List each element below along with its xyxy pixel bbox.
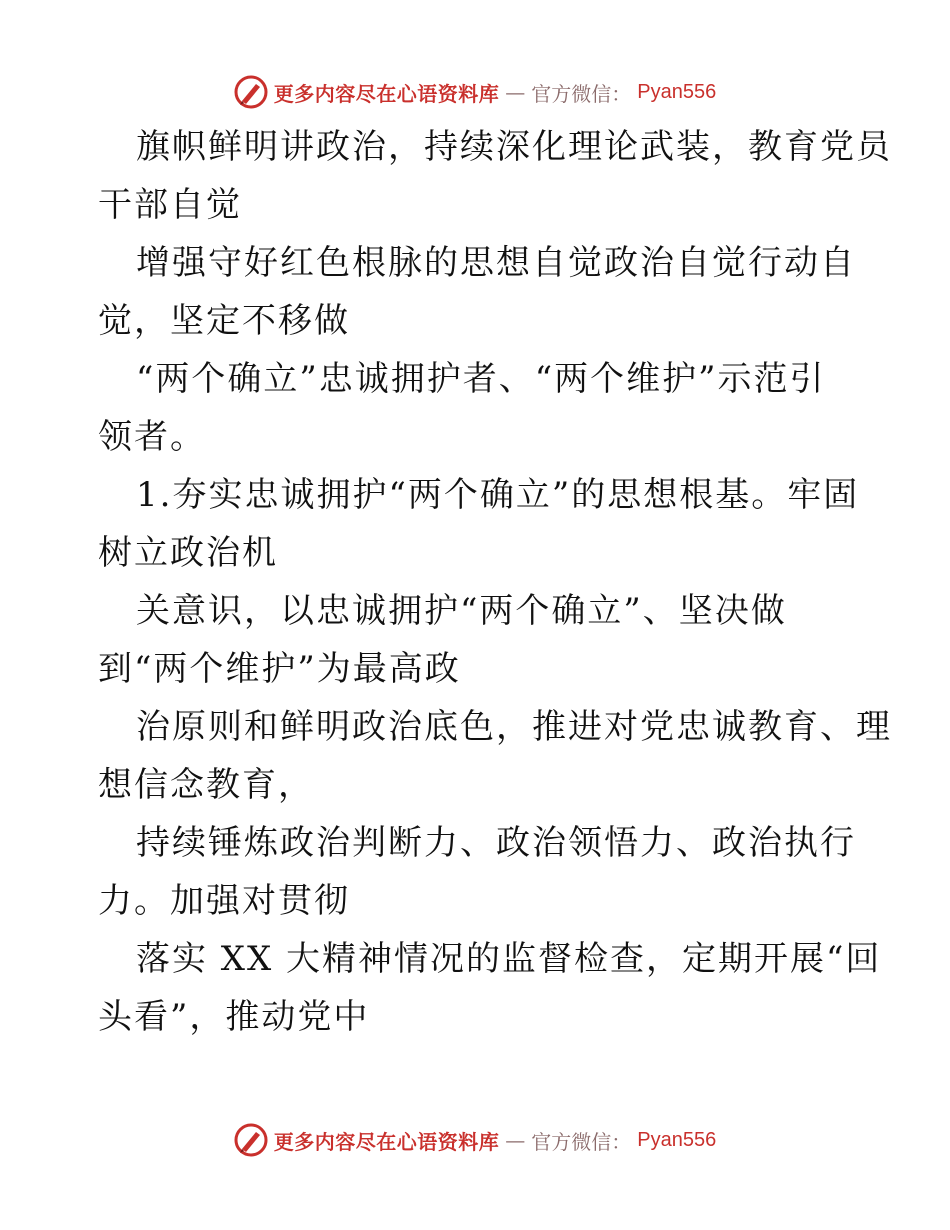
footer-wechat-label: 官方微信：	[531, 1129, 632, 1154]
text-line: 持续锤炼政治判断力、政治领悟力、政治执行	[136, 823, 856, 863]
text-line: 治原则和鲜明政治底色，推进对党忠诚教育、理	[136, 707, 892, 747]
pen-logo-icon	[234, 75, 268, 109]
text-line: 到“两个维护”为最高政	[98, 649, 461, 689]
header-separator: —	[505, 80, 526, 104]
text-line: 1.夯实忠诚拥护“两个确立”的思想根基。牢固	[136, 475, 860, 515]
text-line: 干部自觉	[98, 185, 242, 225]
header-wechat-id: Pyan556	[637, 80, 717, 103]
footer-wechat-id: Pyan556	[637, 1128, 717, 1151]
text-line: 力。加强对贯彻	[98, 881, 350, 921]
text-line: 觉，坚定不移做	[98, 301, 350, 341]
text-line: 领者。	[98, 417, 206, 457]
footer-separator: —	[505, 1128, 526, 1152]
header-wechat-label: 官方微信：	[531, 81, 632, 106]
footer-banner	[0, 1120, 950, 1160]
text-line: 想信念教育，	[98, 765, 314, 805]
pen-logo-icon	[234, 1123, 268, 1157]
header-slogan: 更多内容尽在心语资料库	[273, 81, 500, 106]
footer-slogan: 更多内容尽在心语资料库	[273, 1129, 500, 1154]
text-line: “两个确立”忠诚拥护者、“两个维护”示范引	[136, 359, 826, 399]
text-line: 落实 XX 大精神情况的监督检查，定期开展“回	[136, 939, 882, 979]
text-line: 头看”，推动党中	[98, 997, 370, 1037]
header-banner	[0, 72, 950, 112]
text-line: 旗帜鲜明讲政治，持续深化理论武装，教育党员	[136, 127, 892, 167]
document-body	[98, 118, 892, 1046]
text-line: 树立政治机	[98, 533, 278, 573]
text-line: 关意识，以忠诚拥护“两个确立”、坚决做	[136, 591, 787, 631]
text-line: 增强守好红色根脉的思想自觉政治自觉行动自	[136, 243, 856, 283]
